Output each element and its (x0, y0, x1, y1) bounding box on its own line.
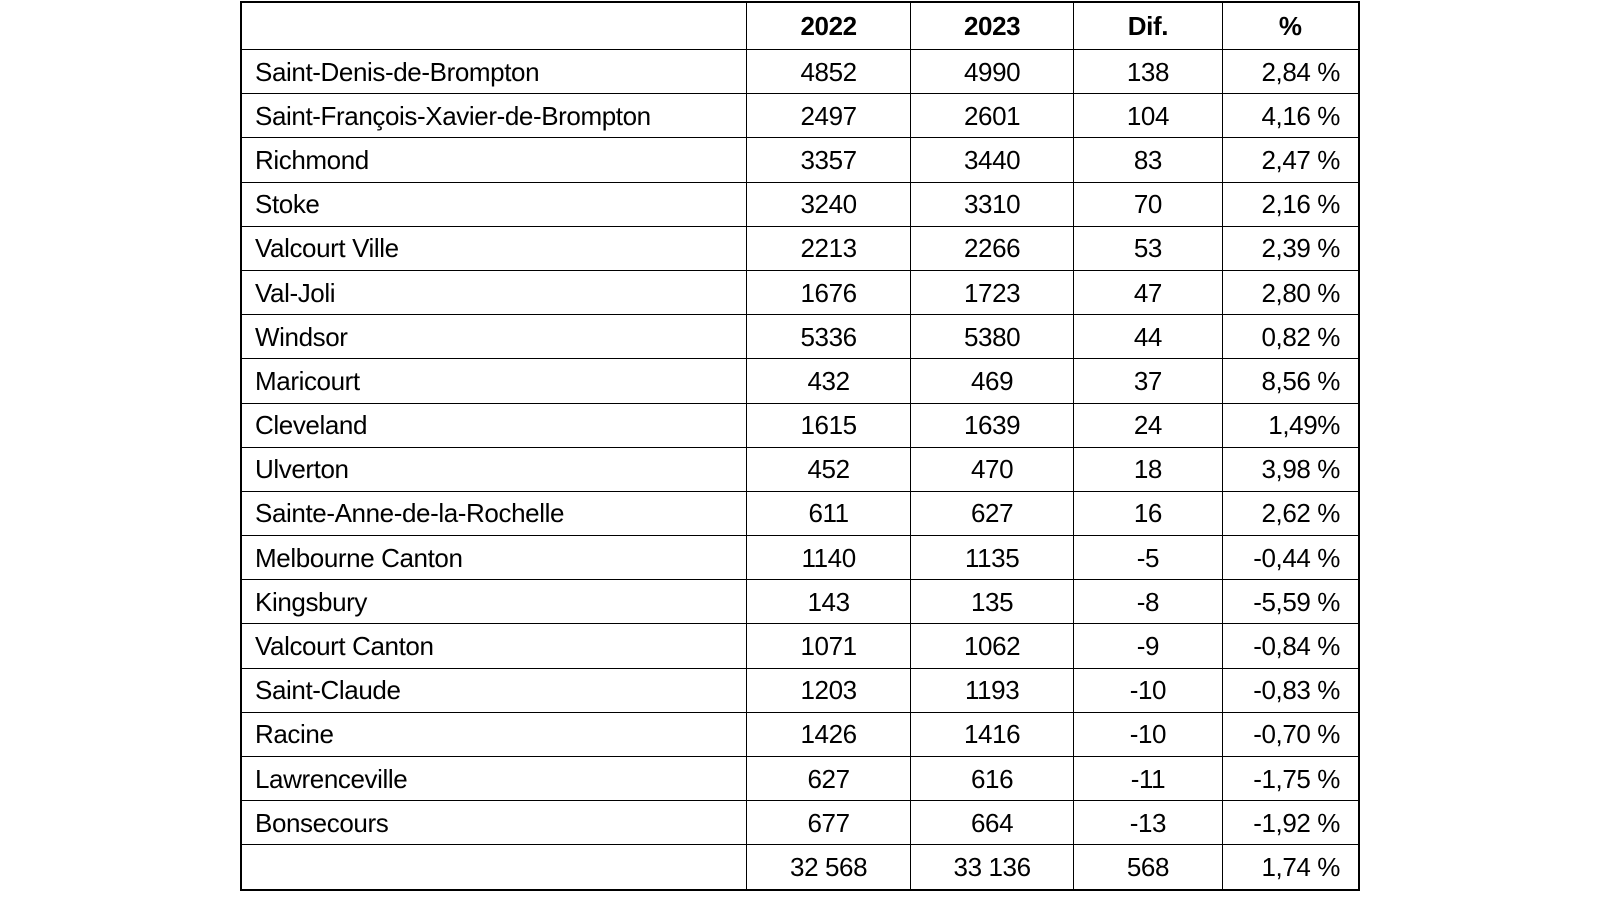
difference-cell: 37 (1074, 359, 1222, 403)
value-2023-cell: 135 (910, 580, 1074, 624)
table-row (241, 226, 1359, 270)
percent-cell: -0,44 % (1222, 536, 1359, 580)
value-2023-cell: 616 (910, 757, 1074, 801)
table-row (241, 270, 1359, 314)
value-2022-cell: 1140 (747, 536, 911, 580)
percent-cell: 0,82 % (1222, 315, 1359, 359)
value-2023-cell: 2601 (910, 94, 1074, 138)
header-2022: 2022 (747, 2, 911, 50)
header-2023: 2023 (910, 2, 1074, 50)
table-row (241, 138, 1359, 182)
population-table (240, 1, 1360, 891)
value-2023-cell: 1193 (910, 668, 1074, 712)
municipality-cell: Valcourt Ville (241, 226, 747, 270)
percent-cell: -1,92 % (1222, 801, 1359, 845)
municipality-cell: Windsor (241, 315, 747, 359)
value-2023-cell: 3440 (910, 138, 1074, 182)
value-2023-cell: 1062 (910, 624, 1074, 668)
difference-cell: 44 (1074, 315, 1222, 359)
difference-cell: 568 (1074, 845, 1222, 890)
municipality-cell: Valcourt Canton (241, 624, 747, 668)
value-2022-cell: 3240 (747, 182, 911, 226)
percent-cell: 4,16 % (1222, 94, 1359, 138)
value-2022-cell: 452 (747, 447, 911, 491)
table-row (241, 536, 1359, 580)
header-difference: Dif. (1074, 2, 1222, 50)
percent-cell: -5,59 % (1222, 580, 1359, 624)
difference-cell: 70 (1074, 182, 1222, 226)
table-row (241, 50, 1359, 94)
municipality-cell: Melbourne Canton (241, 536, 747, 580)
difference-cell: 83 (1074, 138, 1222, 182)
municipality-cell: Cleveland (241, 403, 747, 447)
table-row (241, 447, 1359, 491)
value-2023-cell: 2266 (910, 226, 1074, 270)
value-2022-cell: 677 (747, 801, 911, 845)
municipality-cell: Bonsecours (241, 801, 747, 845)
value-2022-cell: 1676 (747, 270, 911, 314)
value-2023-cell: 664 (910, 801, 1074, 845)
table-row (241, 94, 1359, 138)
municipality-cell: Richmond (241, 138, 747, 182)
value-2022-cell: 432 (747, 359, 911, 403)
percent-cell: -0,83 % (1222, 668, 1359, 712)
table-row (241, 580, 1359, 624)
table-row (241, 712, 1359, 756)
percent-cell: 2,80 % (1222, 270, 1359, 314)
value-2023-cell: 627 (910, 491, 1074, 535)
value-2022-cell: 1426 (747, 712, 911, 756)
percent-cell: 8,56 % (1222, 359, 1359, 403)
percent-cell: 1,74 % (1222, 845, 1359, 890)
municipality-cell (241, 845, 747, 890)
percent-cell: 3,98 % (1222, 447, 1359, 491)
table-body (241, 50, 1359, 890)
value-2023-cell: 1135 (910, 536, 1074, 580)
difference-cell: 47 (1074, 270, 1222, 314)
table-row (241, 801, 1359, 845)
percent-cell: -1,75 % (1222, 757, 1359, 801)
difference-cell: 104 (1074, 94, 1222, 138)
municipality-cell: Saint-François-Xavier-de-Brompton (241, 94, 747, 138)
percent-cell: 2,84 % (1222, 50, 1359, 94)
percent-cell: -0,70 % (1222, 712, 1359, 756)
table-row (241, 403, 1359, 447)
difference-cell: -5 (1074, 536, 1222, 580)
table-row (241, 491, 1359, 535)
difference-cell: -10 (1074, 712, 1222, 756)
municipality-cell: Sainte-Anne-de-la-Rochelle (241, 491, 747, 535)
difference-cell: -13 (1074, 801, 1222, 845)
percent-cell: 2,47 % (1222, 138, 1359, 182)
table-row (241, 315, 1359, 359)
difference-cell: -8 (1074, 580, 1222, 624)
value-2022-cell: 1203 (747, 668, 911, 712)
municipality-cell: Maricourt (241, 359, 747, 403)
value-2022-cell: 2213 (747, 226, 911, 270)
value-2022-cell: 627 (747, 757, 911, 801)
municipality-cell: Val-Joli (241, 270, 747, 314)
value-2023-cell: 33 136 (910, 845, 1074, 890)
difference-cell: -10 (1074, 668, 1222, 712)
percent-cell: 2,16 % (1222, 182, 1359, 226)
value-2023-cell: 1416 (910, 712, 1074, 756)
value-2022-cell: 143 (747, 580, 911, 624)
table-row (241, 182, 1359, 226)
percent-cell: 2,62 % (1222, 491, 1359, 535)
table-row (241, 624, 1359, 668)
value-2023-cell: 1723 (910, 270, 1074, 314)
percent-cell: 1,49% (1222, 403, 1359, 447)
value-2023-cell: 1639 (910, 403, 1074, 447)
difference-cell: 138 (1074, 50, 1222, 94)
value-2023-cell: 469 (910, 359, 1074, 403)
municipality-cell: Racine (241, 712, 747, 756)
value-2022-cell: 2497 (747, 94, 911, 138)
difference-cell: 53 (1074, 226, 1222, 270)
percent-cell: 2,39 % (1222, 226, 1359, 270)
header-row (241, 2, 1359, 50)
difference-cell: -11 (1074, 757, 1222, 801)
municipality-cell: Saint-Claude (241, 668, 747, 712)
table-row (241, 359, 1359, 403)
header-percent: % (1222, 2, 1359, 50)
value-2023-cell: 5380 (910, 315, 1074, 359)
value-2022-cell: 611 (747, 491, 911, 535)
value-2023-cell: 3310 (910, 182, 1074, 226)
municipality-cell: Saint-Denis-de-Brompton (241, 50, 747, 94)
value-2023-cell: 470 (910, 447, 1074, 491)
value-2022-cell: 1615 (747, 403, 911, 447)
difference-cell: 16 (1074, 491, 1222, 535)
value-2022-cell: 1071 (747, 624, 911, 668)
municipality-cell: Ulverton (241, 447, 747, 491)
value-2022-cell: 3357 (747, 138, 911, 182)
difference-cell: 18 (1074, 447, 1222, 491)
table-row (241, 757, 1359, 801)
total-row (241, 845, 1359, 890)
municipality-cell: Stoke (241, 182, 747, 226)
difference-cell: -9 (1074, 624, 1222, 668)
value-2022-cell: 5336 (747, 315, 911, 359)
municipality-cell: Kingsbury (241, 580, 747, 624)
table-row (241, 668, 1359, 712)
header-municipality (241, 2, 747, 50)
difference-cell: 24 (1074, 403, 1222, 447)
value-2023-cell: 4990 (910, 50, 1074, 94)
value-2022-cell: 32 568 (747, 845, 911, 890)
percent-cell: -0,84 % (1222, 624, 1359, 668)
value-2022-cell: 4852 (747, 50, 911, 94)
municipality-cell: Lawrenceville (241, 757, 747, 801)
